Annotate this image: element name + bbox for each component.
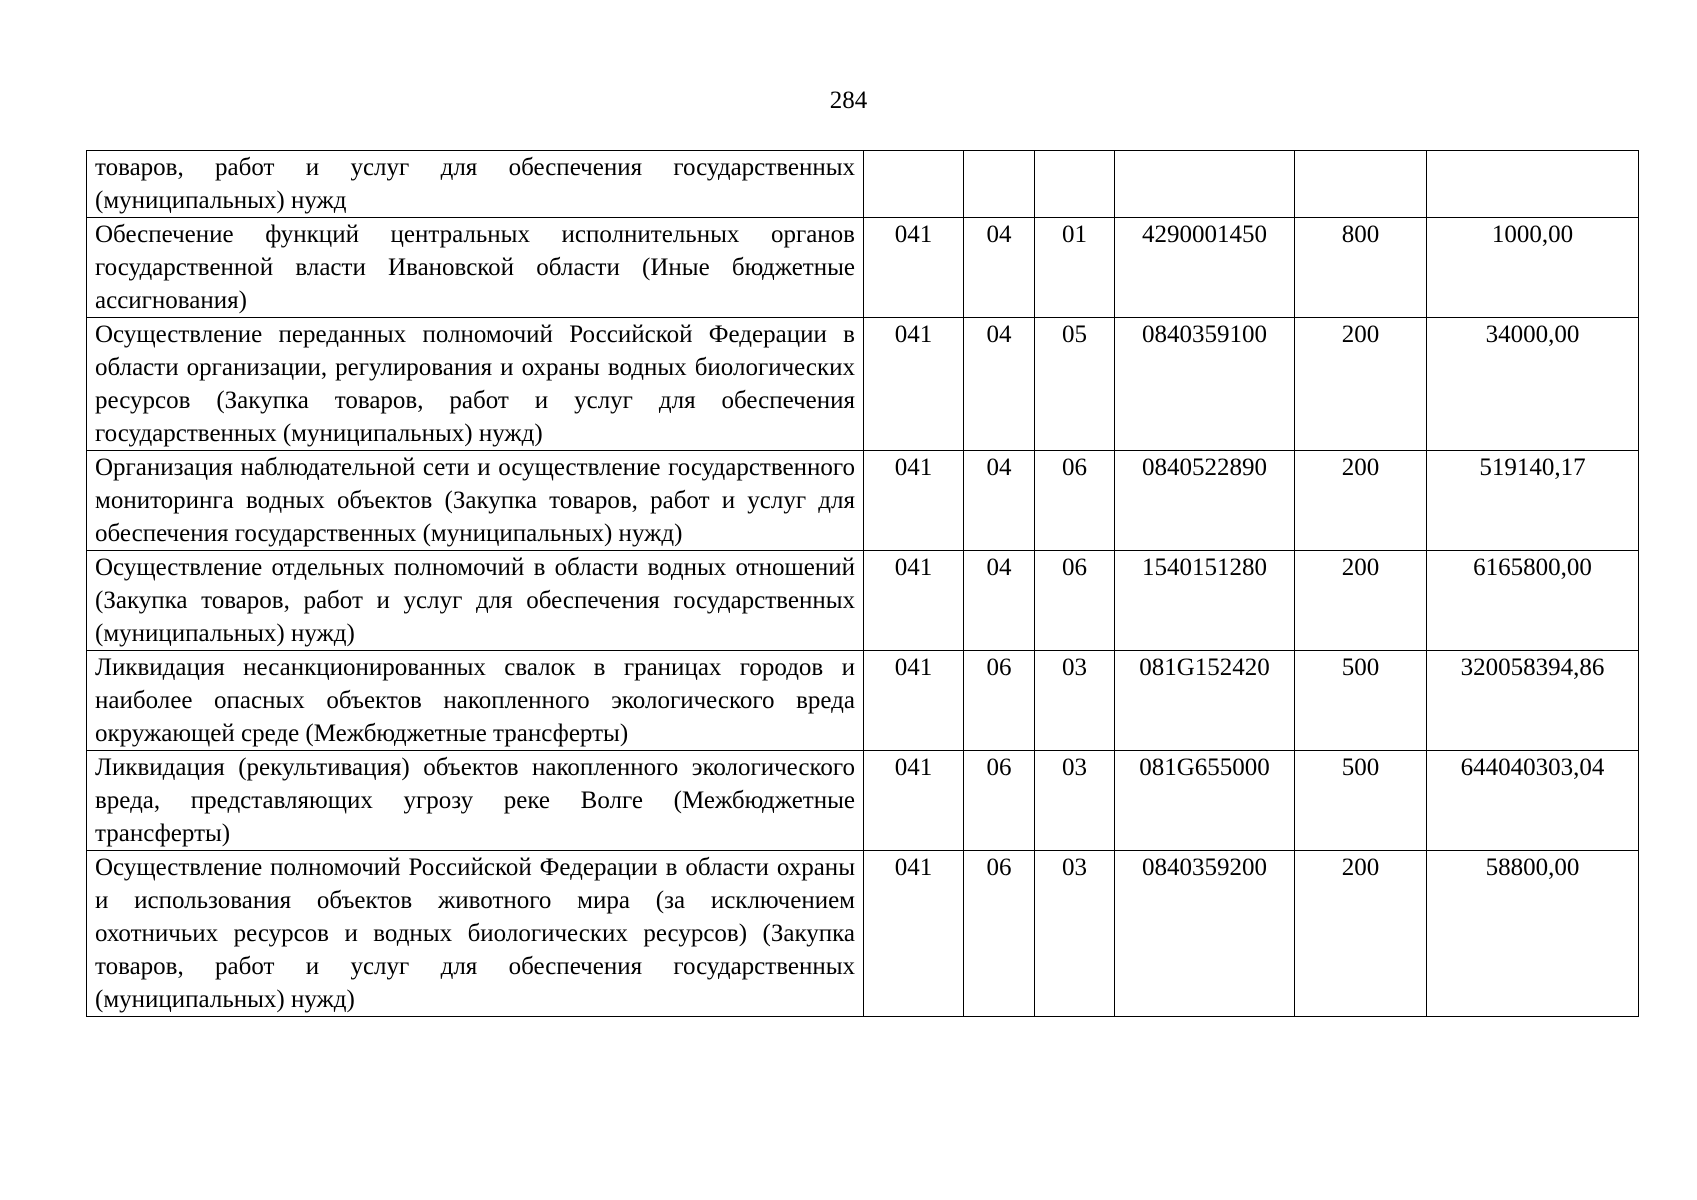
table-row: [87, 151, 1639, 218]
table-row: [87, 751, 1639, 851]
section-code-cell: 04: [964, 318, 1035, 451]
section-code-cell: 04: [964, 218, 1035, 318]
description-cell: Осуществление полномочий Российской Федерации в области охраны и использования объектов животного мира (за исключением охотничьих ресурсов и водных биологических ресурсов) (Закупка товаров, работ и услуг для обеспечения государственных (муниципальных) нужд): [87, 851, 864, 1017]
amount-cell: [1427, 151, 1639, 218]
ministry-code-cell: 041: [864, 318, 964, 451]
table-body: [87, 151, 1639, 1017]
expense-type-cell: 200: [1295, 551, 1427, 651]
amount-cell: 519140,17: [1427, 451, 1639, 551]
ministry-code-cell: 041: [864, 451, 964, 551]
expense-type-cell: 800: [1295, 218, 1427, 318]
subsection-code-cell: 06: [1035, 551, 1115, 651]
ministry-code-cell: 041: [864, 551, 964, 651]
amount-cell: 34000,00: [1427, 318, 1639, 451]
expense-type-cell: 200: [1295, 851, 1427, 1017]
expense-type-cell: 500: [1295, 651, 1427, 751]
section-code-cell: 04: [964, 451, 1035, 551]
amount-cell: 644040303,04: [1427, 751, 1639, 851]
expense-type-cell: [1295, 151, 1427, 218]
subsection-code-cell: 03: [1035, 751, 1115, 851]
expense-type-cell: 500: [1295, 751, 1427, 851]
section-code-cell: 06: [964, 851, 1035, 1017]
ministry-code-cell: 041: [864, 851, 964, 1017]
ministry-code-cell: 041: [864, 751, 964, 851]
target-article-cell: 4290001450: [1115, 218, 1295, 318]
description-cell: Осуществление отдельных полномочий в области водных отношений (Закупка товаров, работ и услуг для обеспечения государственных (муниципальных) нужд): [87, 551, 864, 651]
target-article-cell: 081G655000: [1115, 751, 1295, 851]
subsection-code-cell: 05: [1035, 318, 1115, 451]
description-cell: Организация наблюдательной сети и осуществление государственного мониторинга водных объектов (Закупка товаров, работ и услуг для обеспечения государственных (муниципальных) нужд): [87, 451, 864, 551]
subsection-code-cell: 06: [1035, 451, 1115, 551]
table-row: [87, 551, 1639, 651]
amount-cell: 58800,00: [1427, 851, 1639, 1017]
page-number: 284: [829, 87, 868, 114]
section-code-cell: 04: [964, 551, 1035, 651]
section-code-cell: [964, 151, 1035, 218]
target-article-cell: 0840359100: [1115, 318, 1295, 451]
table-row: [87, 651, 1639, 751]
section-code-cell: 06: [964, 651, 1035, 751]
table-row: [87, 318, 1639, 451]
description-cell: товаров, работ и услуг для обеспечения государственных (муниципальных) нужд: [87, 151, 864, 218]
amount-cell: 320058394,86: [1427, 651, 1639, 751]
subsection-code-cell: 03: [1035, 651, 1115, 751]
expense-type-cell: 200: [1295, 451, 1427, 551]
ministry-code-cell: 041: [864, 218, 964, 318]
section-code-cell: 06: [964, 751, 1035, 851]
ministry-code-cell: [864, 151, 964, 218]
target-article-cell: 081G152420: [1115, 651, 1295, 751]
description-cell: Ликвидация несанкционированных свалок в границах городов и наиболее опасных объектов накопленного экологического вреда окружающей среде (Межбюджетные трансферты): [87, 651, 864, 751]
expense-type-cell: 200: [1295, 318, 1427, 451]
subsection-code-cell: [1035, 151, 1115, 218]
target-article-cell: 0840522890: [1115, 451, 1295, 551]
target-article-cell: 1540151280: [1115, 551, 1295, 651]
ministry-code-cell: 041: [864, 651, 964, 751]
amount-cell: 6165800,00: [1427, 551, 1639, 651]
table-row: [87, 451, 1639, 551]
budget-table: [86, 150, 1639, 1017]
description-cell: Обеспечение функций центральных исполнительных органов государственной власти Ивановской области (Иные бюджетные ассигнования): [87, 218, 864, 318]
target-article-cell: 0840359200: [1115, 851, 1295, 1017]
table-row: [87, 851, 1639, 1017]
table-row: [87, 218, 1639, 318]
description-cell: Ликвидация (рекультивация) объектов накопленного экологического вреда, представляющих угрозу реке Волге (Межбюджетные трансферты): [87, 751, 864, 851]
description-cell: Осуществление переданных полномочий Российской Федерации в области организации, регулирования и охраны водных биологических ресурсов (Закупка товаров, работ и услуг для обеспечения государственных (муниципальных) нужд): [87, 318, 864, 451]
amount-cell: 1000,00: [1427, 218, 1639, 318]
subsection-code-cell: 01: [1035, 218, 1115, 318]
target-article-cell: [1115, 151, 1295, 218]
subsection-code-cell: 03: [1035, 851, 1115, 1017]
